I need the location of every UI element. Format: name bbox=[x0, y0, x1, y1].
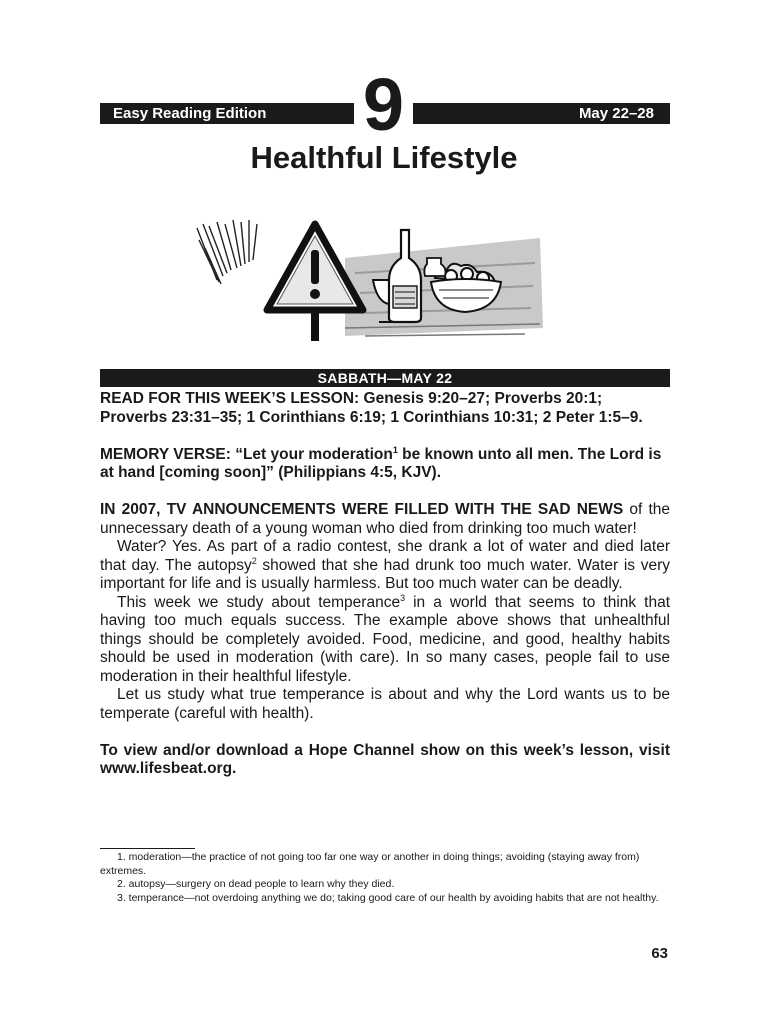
paragraph-temperance bbox=[100, 594, 670, 687]
lesson-number: 9 bbox=[362, 63, 405, 146]
water-text-a: Water? Yes. As part of a radio contest, she drank a lot of water and died later that day. The autopsy bbox=[100, 538, 670, 574]
sun-rays-icon bbox=[197, 220, 257, 284]
footnote-1: 1. moderation—the practice of not going too far one way or another in doing things; avoiding (staying away from) extremes. bbox=[100, 851, 640, 877]
lesson-content bbox=[100, 390, 670, 779]
footnote-ref: 2 bbox=[251, 555, 257, 566]
lesson-dates: May 22–28 bbox=[413, 103, 670, 124]
footnote-ref: 3 bbox=[400, 592, 406, 603]
lesson-title: Healthful Lifestyle bbox=[250, 140, 518, 175]
intro-lead: IN 2007, TV ANNOUNCEMENTS WERE FILLED WITH THE SAD NEWS bbox=[100, 501, 624, 518]
temperance-text-b: in a world that seems to think that having too much equals success. The example above shows that unhealthful things should be completely avoided. Food, medicine, and good, healthy habits should be used in moderation (with care). In so many cases, people fail to use moderation in their healthful lifestyle. bbox=[100, 593, 671, 685]
intro-rest: of the unnecessary death of a young woman who died from drinking too much water! bbox=[100, 501, 670, 537]
footnotes bbox=[100, 851, 670, 905]
day-heading: SABBATH—MAY 22 bbox=[100, 369, 670, 387]
wine-bottle-icon bbox=[389, 230, 421, 322]
page-number: 63 bbox=[651, 945, 668, 962]
paragraph-water bbox=[100, 538, 670, 594]
footnote-divider bbox=[100, 848, 195, 849]
hope-channel-note: To view and/or download a Hope Channel show on this week’s lesson, visit www.lifesbeat.org. bbox=[100, 741, 670, 777]
temperance-text-a: This week we study about temperance bbox=[117, 593, 401, 611]
water-text-b: showed that she had drunk too much water. Water is very important for life and is usually harmless. But too much water can be deadly. bbox=[100, 556, 670, 592]
edition-label: Easy Reading Edition bbox=[100, 103, 354, 124]
footnote-2: 2. autopsy—surgery on dead people to learn why they died. bbox=[117, 878, 395, 890]
footnote-ref: 1 bbox=[392, 444, 398, 455]
reading-assignment bbox=[100, 390, 670, 427]
paragraph-intro bbox=[100, 501, 670, 538]
paragraph-study: Let us study what true temperance is about and why the Lord wants us to be temperate (careful with health). bbox=[100, 686, 670, 722]
memory-verse-part2: be known unto all men. The Lord is at hand [coming soon]” (Philippians 4:5, KJV). bbox=[100, 445, 662, 481]
memory-verse bbox=[100, 446, 670, 483]
reading-text: Genesis 9:20–27; Proverbs 20:1; Proverbs 23:31–35; 1 Corinthians 6:19; 1 Corinthians 10:31; 2 Peter 1:5–9. bbox=[100, 390, 643, 426]
lesson-illustration bbox=[195, 218, 545, 343]
footnote-3: 3. temperance—not overdoing anything we do; taking good care of our health by avoiding habits that are not healthy. bbox=[117, 891, 659, 904]
reading-label: READ FOR THIS WEEK’S LESSON: bbox=[100, 390, 360, 407]
memory-verse-part1: MEMORY VERSE: “Let your moderation bbox=[100, 445, 393, 463]
